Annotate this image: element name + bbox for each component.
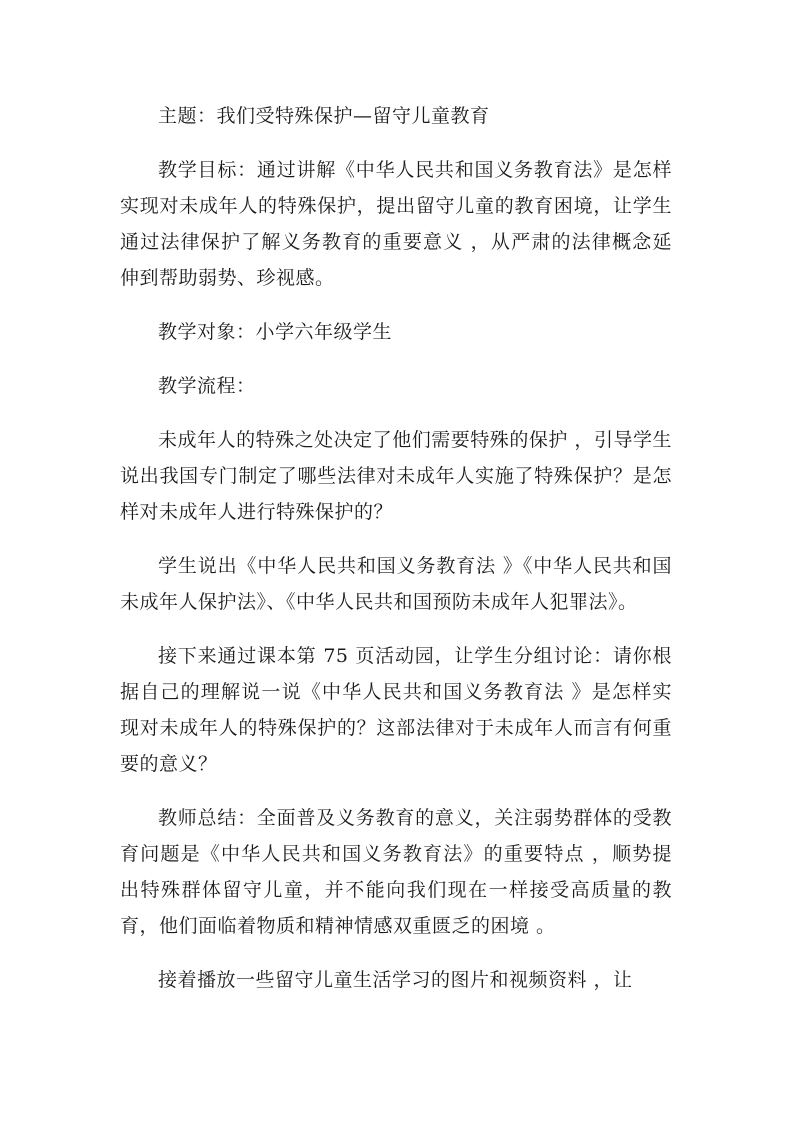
paragraph-teaching-goal: 教学目标：通过讲解《中华人民共和国义务教育法》是怎样实现对未成年人的特殊保护，提出留守儿童的教育困境，让学生通过法律保护了解义务教育的重要意义 ，从严肃的法律概念延伸到帮助弱势、珍视感。 bbox=[120, 159, 672, 289]
paragraph-video-materials: 接着播放一些留守儿童生活学习的图片和视频资料 ，让 bbox=[158, 969, 633, 991]
paragraph-teaching-target: 教学对象：小学六年级学生 bbox=[158, 321, 393, 343]
document-body bbox=[120, 98, 672, 1016]
paragraph-teaching-process-heading: 教学流程： bbox=[158, 375, 256, 397]
paragraph-topic: 主题：我们受特殊保护—留守儿童教育 bbox=[158, 105, 490, 127]
paragraph-teacher-summary: 教师总结：全面普及义务教育的意义，关注弱势群体的受教育问题是《中华人民共和国义务教育法》的重要特点 ，顺势提出特殊群体留守儿童，并不能向我们现在一样接受高质量的教育，他们面临着物质和精神情感双重匮乏的困境 。 bbox=[120, 807, 672, 937]
paragraph-laws-list: 学生说出《中华人民共和国义务教育法 》《中华人民共和国未成年人保护法》、《中华人民共和国预防未成年人犯罪法》。 bbox=[120, 555, 672, 613]
paragraph-group-discussion: 接下来通过课本第 75 页活动园，让学生分组讨论：请你根据自己的理解说一说《中华人民共和国义务教育法 》是怎样实现对未成年人的特殊保护的？这部法律对于未成年人而言有何重要的意义？ bbox=[120, 645, 672, 775]
paragraph-process-intro: 未成年人的特殊之处决定了他们需要特殊的保护 ，引导学生说出我国专门制定了哪些法律对未成年人实施了特殊保护？是怎样对未成年人进行特殊保护的？ bbox=[120, 429, 672, 523]
